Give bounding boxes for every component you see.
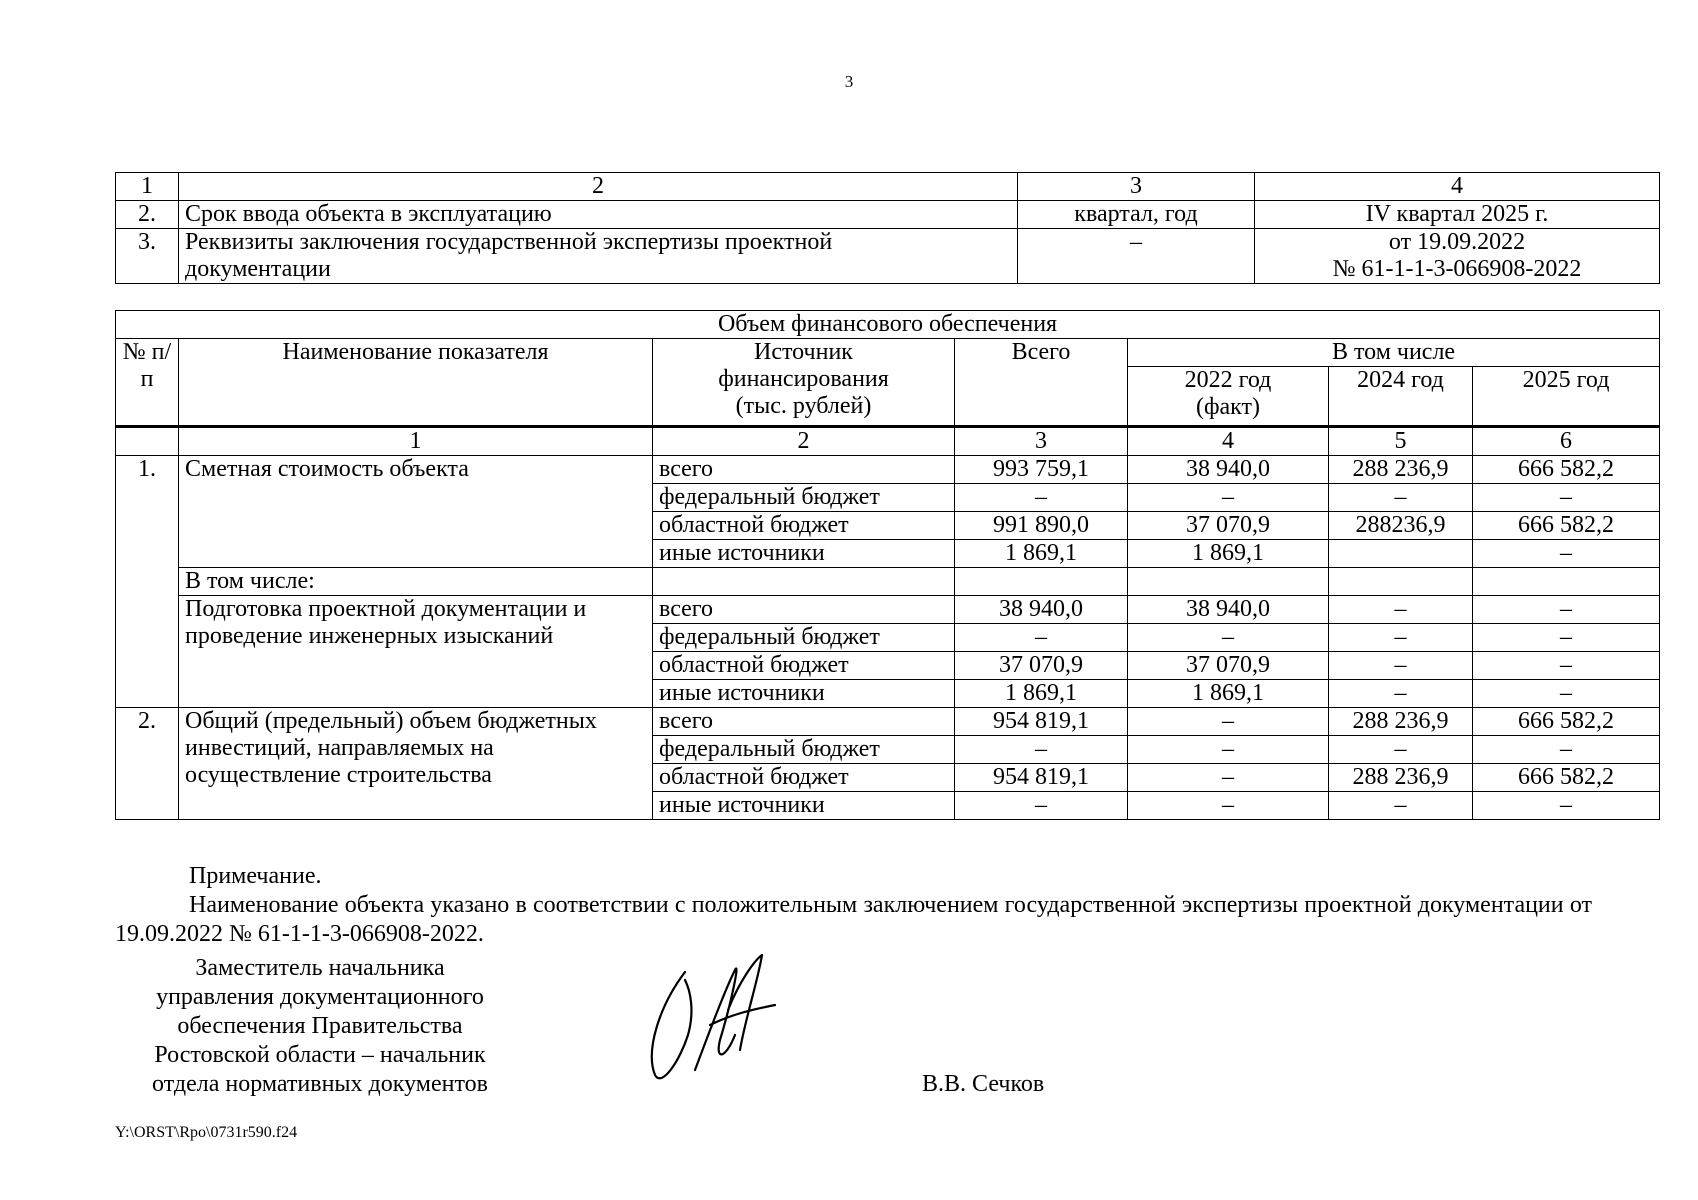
table-row	[116, 229, 1660, 284]
y2025-cell: –	[1473, 736, 1660, 764]
header-2024: 2024 год	[1329, 367, 1473, 427]
header-cell: 4	[1255, 173, 1660, 201]
y2022-cell: –	[1128, 736, 1329, 764]
handwritten-signature	[640, 950, 790, 1090]
total-cell: 954 819,1	[955, 764, 1128, 792]
signer-title-line: Ростовской области – начальник	[154, 1042, 486, 1068]
page-number: 3	[844, 72, 854, 91]
y2022-cell: 38 940,0	[1128, 456, 1329, 484]
header-num: № п/п	[116, 339, 179, 427]
y2025-cell: –	[1473, 540, 1660, 568]
row-number: 2.	[116, 708, 179, 820]
empty-cell	[1128, 568, 1329, 596]
source-cell: иные источники	[653, 540, 955, 568]
table-header-row	[116, 339, 1660, 367]
total-cell: –	[955, 484, 1128, 512]
signer-title-line: управления документационного	[156, 984, 484, 1010]
source-cell: федеральный бюджет	[653, 736, 955, 764]
y2024-cell: 288 236,9	[1329, 456, 1473, 484]
y2022-cell: –	[1128, 484, 1329, 512]
total-cell: –	[955, 792, 1128, 820]
header-2022: 2022 год (факт)	[1128, 367, 1329, 427]
y2022-cell: –	[1128, 792, 1329, 820]
source-cell: областной бюджет	[653, 764, 955, 792]
total-cell: 993 759,1	[955, 456, 1128, 484]
row-name: Общий (предельный) объем бюджетных инвестиций, направляемых на осуществление строительства	[179, 708, 653, 820]
row-name	[179, 229, 1018, 284]
source-cell: иные источники	[653, 680, 955, 708]
row-name: Сметная стоимость объекта	[179, 456, 653, 568]
header-cell: 1	[116, 173, 179, 201]
row-unit: –	[1018, 229, 1255, 284]
row-number: 1.	[116, 456, 179, 708]
y2024-cell: –	[1329, 792, 1473, 820]
empty-cell	[1329, 568, 1473, 596]
row-value-line: № 61-1-1-3-066908-2022	[1332, 256, 1582, 282]
including-label: В том числе:	[179, 568, 653, 596]
table-caption: Объем финансового обеспечения	[116, 311, 1660, 339]
row-name-line: документации	[185, 256, 331, 282]
total-cell: 37 070,9	[955, 652, 1128, 680]
source-cell: областной бюджет	[653, 652, 955, 680]
row-value-line: от 19.09.2022	[1388, 229, 1526, 255]
y2024-cell	[1329, 540, 1473, 568]
source-cell: всего	[653, 596, 955, 624]
table-row	[116, 201, 1660, 229]
source-cell: федеральный бюджет	[653, 624, 955, 652]
y2022-cell: 1 869,1	[1128, 540, 1329, 568]
column-number: 5	[1329, 427, 1473, 456]
header-total: Всего	[955, 339, 1128, 427]
total-cell: 1 869,1	[955, 540, 1128, 568]
row-value	[1255, 229, 1660, 284]
total-cell: 1 869,1	[955, 680, 1128, 708]
column-number: 4	[1128, 427, 1329, 456]
column-number: 2	[653, 427, 955, 456]
table-row	[116, 568, 1660, 596]
header-name: Наименование показателя	[179, 339, 653, 427]
header-cell: 3	[1018, 173, 1255, 201]
y2024-cell: –	[1329, 736, 1473, 764]
column-numbers-row	[116, 427, 1660, 456]
header-cell: 2	[179, 173, 1018, 201]
y2024-cell: 288 236,9	[1329, 708, 1473, 736]
note-text: Наименование объекта указано в соответствии с положительным заключением государственной экспертизы проектной документации от 19.09.2022 № 61-1-1-3-066908-2022.	[115, 892, 1592, 947]
total-cell: –	[955, 736, 1128, 764]
table-row	[116, 456, 1660, 484]
y2022-cell: –	[1128, 764, 1329, 792]
header-2025: 2025 год	[1473, 367, 1660, 427]
column-number	[116, 427, 179, 456]
source-cell: иные источники	[653, 792, 955, 820]
y2025-cell: –	[1473, 680, 1660, 708]
y2025-cell: –	[1473, 484, 1660, 512]
total-cell: 954 819,1	[955, 708, 1128, 736]
y2022-cell: –	[1128, 708, 1329, 736]
signer-title-line: отдела нормативных документов	[152, 1071, 488, 1097]
empty-cell	[653, 568, 955, 596]
signer-name: В.В. Сечков	[922, 1071, 1045, 1097]
source-cell: областной бюджет	[653, 512, 955, 540]
table-header-row	[116, 173, 1660, 201]
row-number: 2.	[116, 201, 179, 229]
y2025-cell: –	[1473, 624, 1660, 652]
y2022-cell: –	[1128, 624, 1329, 652]
empty-cell	[955, 568, 1128, 596]
y2025-cell: –	[1473, 596, 1660, 624]
row-value: IV квартал 2025 г.	[1255, 201, 1660, 229]
table-caption-row	[116, 311, 1660, 339]
column-number: 3	[955, 427, 1128, 456]
y2022-cell: 37 070,9	[1128, 652, 1329, 680]
source-cell: федеральный бюджет	[653, 484, 955, 512]
financing-table	[115, 310, 1660, 820]
y2025-cell: –	[1473, 652, 1660, 680]
source-cell: всего	[653, 456, 955, 484]
y2022-cell: 1 869,1	[1128, 680, 1329, 708]
y2025-cell: 666 582,2	[1473, 456, 1660, 484]
y2024-cell: –	[1329, 652, 1473, 680]
y2022-cell: 38 940,0	[1128, 596, 1329, 624]
signer-title-line: Заместитель начальника	[195, 955, 445, 981]
total-cell: –	[955, 624, 1128, 652]
note-title: Примечание.	[189, 863, 322, 889]
signer-title-line: обеспечения Правительства	[177, 1013, 463, 1039]
row-number: 3.	[116, 229, 179, 284]
object-details-table	[115, 172, 1660, 284]
y2022-cell: 37 070,9	[1128, 512, 1329, 540]
y2024-cell: –	[1329, 624, 1473, 652]
column-number: 6	[1473, 427, 1660, 456]
row-name-line: Реквизиты заключения государственной экспертизы проектной	[185, 229, 833, 255]
y2024-cell: –	[1329, 484, 1473, 512]
y2025-cell: 666 582,2	[1473, 708, 1660, 736]
column-number: 1	[179, 427, 653, 456]
sub-row-name: Подготовка проектной документации и проведение инженерных изысканий	[179, 596, 653, 708]
y2025-cell: 666 582,2	[1473, 512, 1660, 540]
table-row	[116, 708, 1660, 736]
header-source: Источник финансирования (тыс. рублей)	[653, 339, 955, 427]
y2025-cell: 666 582,2	[1473, 764, 1660, 792]
y2024-cell: –	[1329, 596, 1473, 624]
y2024-cell: –	[1329, 680, 1473, 708]
source-cell: всего	[653, 708, 955, 736]
y2024-cell: 288 236,9	[1329, 764, 1473, 792]
total-cell: 991 890,0	[955, 512, 1128, 540]
row-name: Срок ввода объекта в эксплуатацию	[179, 201, 1018, 229]
y2024-cell: 288236,9	[1329, 512, 1473, 540]
header-including: В том числе	[1128, 339, 1660, 367]
row-unit: квартал, год	[1018, 201, 1255, 229]
table-row	[116, 596, 1660, 624]
signer-title	[115, 954, 525, 1099]
total-cell: 38 940,0	[955, 596, 1128, 624]
file-path: Y:\ORST\Rpo\0731r590.f24	[115, 1124, 298, 1141]
y2025-cell: –	[1473, 792, 1660, 820]
empty-cell	[1473, 568, 1660, 596]
